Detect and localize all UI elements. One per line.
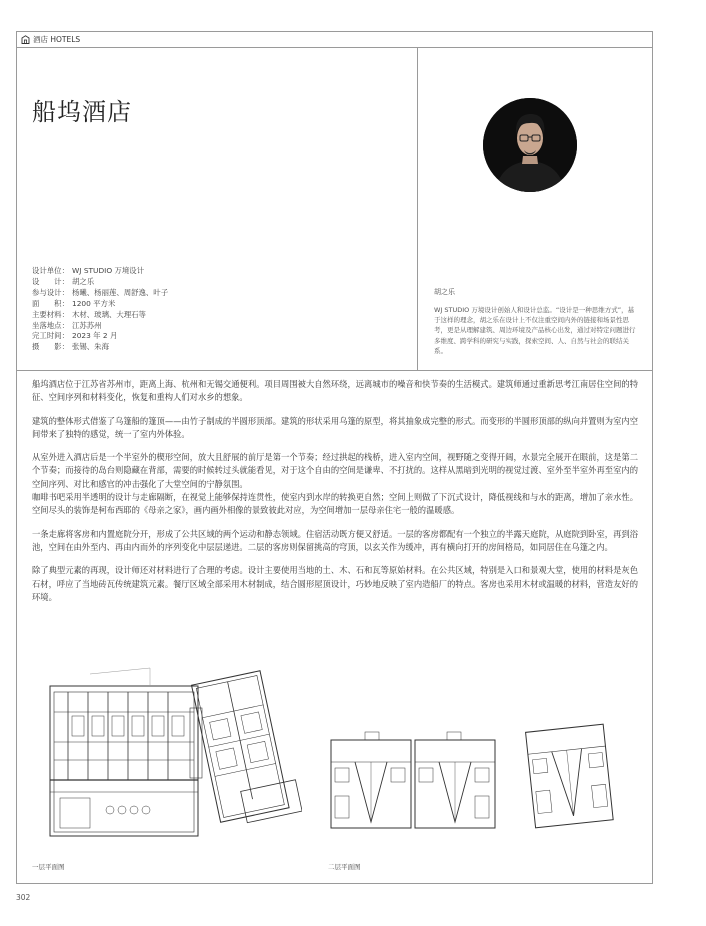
paragraph: 建筑的整体形式借鉴了乌篷船的篷顶——由竹子制成的半圆形顶部。建筑的形状采用乌篷的原型，将其抽象成完整的形式。而变形的半圆形顶部的纵向并置则为室内空间带来了独特的感觉，统一了室内外体验。: [32, 415, 638, 439]
building-icon: [21, 35, 30, 44]
paragraph: 除了典型元素的再现，设计师还对材料进行了合理的考虑。设计主要使用当地的土、木、石和瓦等原始材料。在公共区域，特别是入口和景观大堂，使用的材料是灰色石材，呼应了当地砖瓦传统建筑元素。餐厅区域全部采用木材制成，结合圆形屋顶设计，巧妙地反映了室内造船厂的特点。客房也采用木材或温暖的材料，营造友好的环境。: [32, 565, 638, 602]
column-divider: [417, 48, 418, 370]
designer-bio: WJ STUDIO 万境设计创始人和设计总监。“设计是一种思维方式”，基于这样的理念，胡之乐在设计上不仅注重空间内外的链接和场景性思考，更是从理解建筑、周边环境及产品核心出发，通过对特定问题进行多维度、跨学科的研究与实践，探索空间、人、自然与社会的联结关系。: [434, 306, 636, 355]
section-label: 酒店 HOTELS: [33, 35, 81, 44]
credit-row: 参与设计： 杨曦、杨丽莲、周舒逸、叶子: [32, 287, 169, 297]
article-body: [32, 378, 638, 614]
project-title: 船坞酒店: [32, 98, 132, 126]
second-floor-plan: [325, 722, 615, 832]
credit-row: 完工时间： 2023 年 2 月: [32, 331, 118, 341]
floor1-caption: 一层平面图: [32, 863, 65, 871]
credit-row: 坐落地点： 江苏苏州: [32, 320, 102, 330]
designer-portrait: [483, 98, 577, 192]
paragraph: 咖啡书吧采用半透明的设计与走廊隔断，在视觉上能够保持连贯性，使室内到水岸的转换更自然；空间上则做了下沉式设计，降低视线和与水的距离，增加了亲水性。空间尽头的装饰是柯布西耶的《母亲之家》，画内画外相像的景致彼此对应，为空间增加一层母亲住宅一般的温暖感。: [32, 492, 638, 516]
credits-list: [32, 266, 168, 353]
row-divider: [16, 370, 653, 371]
credit-row: 设计单位： WJ STUDIO 万境设计: [32, 266, 145, 275]
credit-row: 面 积： 1200 平方米: [32, 298, 116, 308]
paragraph: 一条走廊将客房和内置庭院分开，形成了公共区域的两个运动和静态领域。住宿活动既方便又舒适。一层的客房都配有一个独立的半露天庭院，从庭院到卧室，再到浴池，空间在由外至内、再由内而外的序列变化中层层递进。二层的客房则保留挑高的穹顶，以玄关作为缓冲，再有横向打开的房间格局，如同居住在乌篷之内。: [32, 528, 638, 552]
floor2-caption: 二层平面图: [328, 863, 361, 871]
paragraph: 船坞酒店位于江苏省苏州市，距离上海、杭州和无锡交通便利。项目周围被大自然环绕，远离城市的噪音和快节奏的生活模式。建筑师通过重新思考江南居住空间的特征、空间序列和材料变化，恢复和重构人们对水乡的想象。: [32, 379, 638, 403]
paragraph: 从室外进入酒店后是一个半室外的楔形空间，放大且舒展的前厅是第一个节奏；经过拱起的栈桥，进入室内空间，视野随之变得开阔，水景完全展开在眼前，这是第二个节奏；而接待的岛台则隐藏在背部，需要的时候转过头就能看见，对于这个自由的空间是谦卑、不打扰的。这样从黑暗到光明的视觉过渡、室外至半室外再至室内的空间序列、对比和感官的冲击强化了大堂空间的宁静氛围。: [32, 452, 638, 489]
credit-row: 摄 影： 张锡、朱海: [32, 342, 109, 352]
credit-row: 主要材料： 木材、玻璃、大理石等: [32, 309, 146, 319]
first-floor-plan: [30, 650, 302, 848]
page-number: 302: [16, 893, 31, 902]
credit-row: 设 计： 胡之乐: [32, 276, 95, 286]
section-header: [16, 31, 653, 48]
designer-name: 胡之乐: [434, 288, 455, 296]
